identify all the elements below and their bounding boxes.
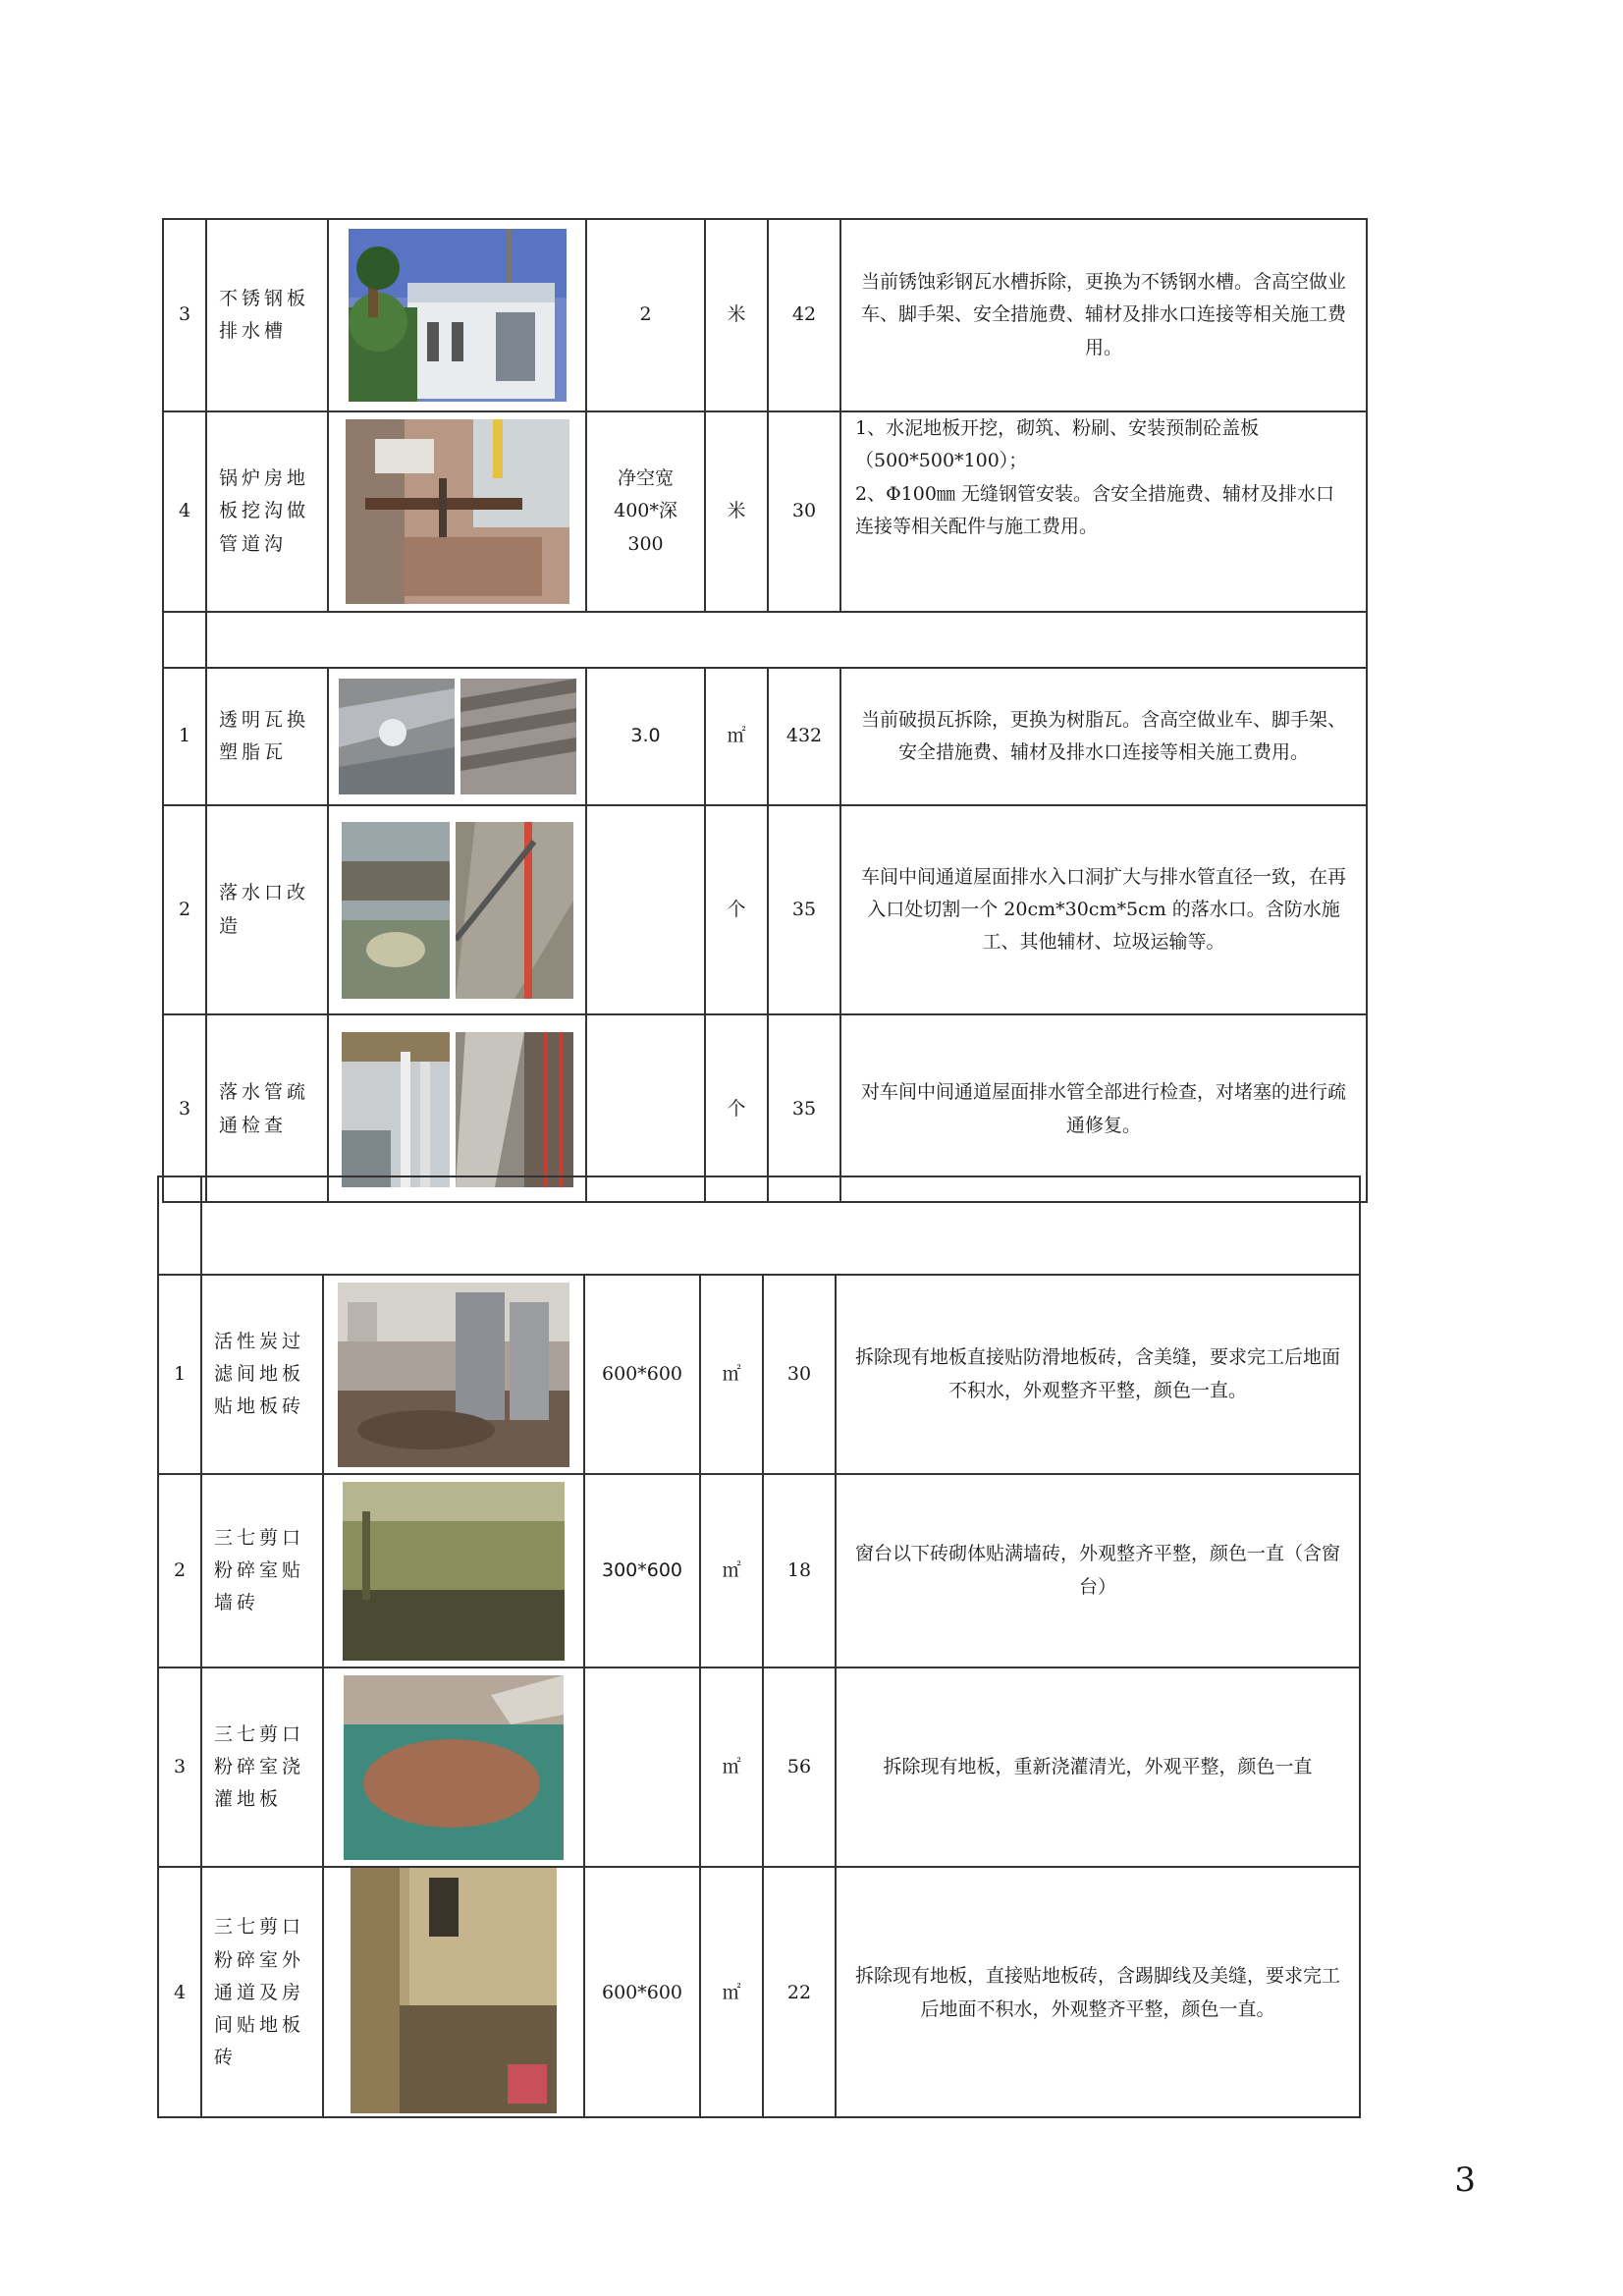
section-header-row	[159, 1177, 1359, 1276]
table-row	[164, 412, 1366, 613]
table-row	[159, 1475, 1359, 1668]
row-number: 1	[164, 669, 207, 804]
section-title	[207, 613, 1366, 667]
spec: 300*600	[585, 1475, 701, 1667]
drain-outlet-photo-left	[342, 822, 450, 999]
quantity: 18	[764, 1475, 837, 1667]
unit: ㎡	[701, 1276, 764, 1473]
item-photo-cell	[329, 220, 587, 410]
item-description: 窗台以下砖砌体贴满墙砖，外观整齐平整，颜色一直（含窗台）	[854, 1543, 1340, 1598]
row-number: 3	[164, 220, 207, 410]
table-row	[159, 1868, 1359, 2118]
spec	[587, 412, 706, 611]
spec: 600*600	[585, 1868, 701, 2118]
table-row	[164, 669, 1366, 806]
item-photo-cell	[329, 806, 587, 1013]
row-number: 2	[164, 806, 207, 1013]
downpipe-photo-left	[342, 1032, 450, 1187]
item-description: 当前锈蚀彩钢瓦水槽拆除，更换为不锈钢水槽。含高空做业车、脚手架、安全措施费、辅材及排水口连接等相关施工费用。	[860, 271, 1346, 358]
quantity: 22	[764, 1868, 837, 2118]
filter-room-floor-photo	[338, 1283, 569, 1467]
crushing-room-wall-photo	[343, 1482, 565, 1661]
skylight-photo-left	[339, 679, 455, 794]
description-line: 2、Φ100㎜ 无缝钢管安装。含安全措施费、辅材及排水口连接等相关配件与施工费用。	[855, 482, 1334, 537]
section-title	[202, 1177, 1359, 1274]
item-description: 拆除现有地板直接贴防滑地板砖，含美缝，要求完工后地面不积水，外观整齐平整，颜色一直。	[854, 1346, 1340, 1401]
item-description: 车间中间通道屋面排水入口洞扩大与排水管直径一致，在再入口处切割一个 20cm*30cm*5cm 的落水口。含防水施工、其他辅材、垃圾运输等。	[860, 865, 1346, 954]
quantity: 30	[769, 412, 841, 611]
table-row	[159, 1668, 1359, 1868]
work-item-table-continued	[157, 1175, 1361, 2118]
item-name: 活性炭过滤间地板贴地板砖	[202, 1276, 324, 1473]
row-number: 4	[164, 412, 207, 611]
row-number: 4	[159, 1868, 202, 2118]
row-number: 3	[159, 1668, 202, 1866]
unit: ㎡	[701, 1475, 764, 1667]
quantity: 56	[764, 1668, 837, 1866]
item-name: 三七剪口粉碎室贴墙砖	[202, 1475, 324, 1667]
row-number: 2	[159, 1475, 202, 1667]
item-description: 拆除现有地板，重新浇灌清光，外观平整，颜色一直	[883, 1755, 1313, 1777]
item-photo-cell	[324, 1668, 585, 1866]
quantity: 432	[769, 669, 841, 804]
item-name: 三七剪口粉碎室外通道及房间贴地板砖	[202, 1868, 324, 2118]
item-name: 不锈钢板排水槽	[207, 220, 329, 410]
item-description: 当前破损瓦拆除，更换为树脂瓦。含高空做业车、脚手架、安全措施费、辅材及排水口连接等相关施工费用。	[860, 708, 1346, 763]
building-drain-photo	[349, 229, 567, 402]
boiler-floor-trench-photo	[346, 419, 569, 604]
skylight-photo-right	[460, 679, 576, 794]
item-name: 透明瓦换塑脂瓦	[207, 669, 329, 804]
page-number: 3	[1454, 2160, 1476, 2200]
item-name: 三七剪口粉碎室浇灌地板	[202, 1668, 324, 1866]
spec: 600*600	[585, 1276, 701, 1473]
corridor-floor-photo	[351, 1868, 557, 2113]
table-row	[159, 1276, 1359, 1475]
spec: 2	[587, 220, 706, 410]
drain-outlet-photo-right	[456, 822, 573, 999]
unit: ㎡	[701, 1868, 764, 2118]
row-number: 3	[164, 1015, 207, 1203]
item-photo-cell	[324, 1475, 585, 1667]
item-description: 拆除现有地板，直接贴地板砖，含踢脚线及美缝，要求完工后地面不积水，外观整齐平整，颜色一直。	[854, 1965, 1340, 2020]
unit: ㎡	[706, 669, 769, 804]
quantity: 35	[769, 806, 841, 1013]
spec-text: 净空宽400*深300	[614, 467, 677, 555]
section-header-row	[164, 613, 1366, 669]
item-description	[841, 412, 1366, 611]
item-name: 落水管疏通检查	[207, 1015, 329, 1203]
item-photo-cell	[324, 1868, 585, 2118]
unit: 米	[706, 220, 769, 410]
spec	[587, 806, 706, 1013]
description-line: 1、水泥地板开挖，砌筑、粉刷、安装预制砼盖板（500*500*100）；	[855, 417, 1260, 472]
item-name: 落水口改造	[207, 806, 329, 1013]
item-photo-cell	[329, 669, 587, 804]
crushing-room-floor-photo	[344, 1675, 564, 1860]
item-photo-cell	[329, 412, 587, 611]
item-name: 锅炉房地板挖沟做管道沟	[207, 412, 329, 611]
table-row	[164, 220, 1366, 412]
row-number: 1	[159, 1276, 202, 1473]
unit: ㎡	[701, 1668, 764, 1866]
section-number	[164, 613, 207, 667]
unit: 个	[706, 1015, 769, 1203]
item-description: 对车间中间通道屋面排水管全部进行检查，对堵塞的进行疏通修复。	[860, 1081, 1346, 1136]
work-item-table	[162, 218, 1368, 1203]
quantity: 42	[769, 220, 841, 410]
table-row	[164, 806, 1366, 1015]
quantity: 30	[764, 1276, 837, 1473]
item-photo-cell	[324, 1276, 585, 1473]
unit: 米	[706, 412, 769, 611]
spec: 3.0	[587, 669, 706, 804]
downpipe-photo-right	[456, 1032, 573, 1187]
quantity: 35	[769, 1015, 841, 1203]
spec	[585, 1668, 701, 1866]
unit: 个	[706, 806, 769, 1013]
section-number	[159, 1177, 202, 1274]
